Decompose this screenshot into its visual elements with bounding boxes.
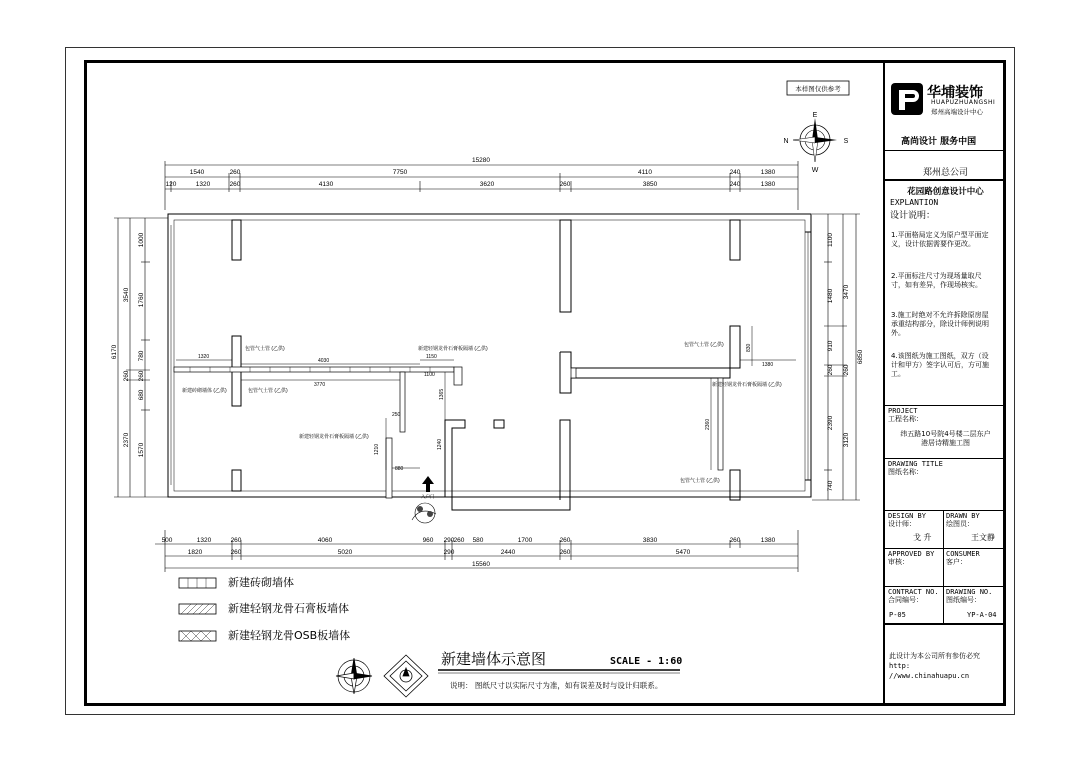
contract-row: CONTRACT NO. 合同编号： P-05 DRAWING NO. 图纸编号： YP-A-04	[885, 587, 1006, 625]
company-url: //www.chinahuapu.cn	[889, 672, 970, 680]
svg-text:1820: 1820	[187, 549, 203, 556]
reference-note: 本样图仅供参考	[795, 86, 841, 93]
scale-label: SCALE - 1:60	[610, 656, 683, 667]
svg-text:1320: 1320	[195, 181, 211, 188]
svg-text:6170: 6170	[111, 344, 118, 360]
svg-text:260: 260	[138, 370, 145, 382]
svg-text:2390: 2390	[827, 415, 834, 431]
svg-text:包管气土管 (乙供): 包管气土管 (乙供)	[680, 478, 720, 484]
explanation-section	[885, 181, 1006, 406]
svg-text:260: 260	[827, 364, 834, 376]
svg-text:260: 260	[559, 549, 571, 556]
note-3: 3.施工时绝对不允许拆除原房屋承重结构部分，除设计师例说明外。	[891, 311, 989, 337]
svg-text:1380: 1380	[762, 362, 774, 368]
company-pinyin: HUAPUZHUANGSHI	[931, 99, 996, 106]
branch-name: 郑州总公司	[922, 168, 968, 178]
svg-text:680: 680	[138, 389, 145, 401]
legend-item-brick: 新建砖砌墙体	[228, 576, 294, 589]
svg-text:6850: 6850	[857, 349, 864, 365]
svg-text:1380: 1380	[760, 181, 776, 188]
design-center: 花园路创意设计中心	[907, 187, 984, 197]
svg-text:1540: 1540	[189, 169, 205, 176]
svg-text:3470: 3470	[843, 284, 850, 300]
svg-text:3830: 3830	[642, 537, 658, 544]
project-name-2: 港居诗精施工图	[921, 439, 970, 447]
svg-text:250: 250	[392, 412, 401, 418]
explanation-en: EXPLANTION	[890, 198, 939, 207]
note-2: 2.平面标注尺寸为现场量取尺寸，如有差异，作现场核实。	[891, 272, 982, 289]
svg-text:1000: 1000	[138, 232, 145, 248]
svg-text:2440: 2440	[500, 549, 516, 556]
svg-text:910: 910	[827, 340, 834, 352]
title-block-logo	[885, 60, 1006, 151]
note-4: 4.该图纸为施工图纸，双方（设计和甲方）签字认可后，方可施工。	[891, 352, 989, 378]
svg-text:1480: 1480	[827, 288, 834, 304]
copyright-section: 此设计为本公司所有参仿必究 http: //www.chinahuapu.cn	[889, 652, 980, 680]
svg-text:1760: 1760	[138, 292, 145, 308]
svg-text:580: 580	[472, 537, 484, 544]
svg-text:3850: 3850	[642, 181, 658, 188]
svg-text:3770: 3770	[314, 382, 326, 388]
svg-text:260: 260	[230, 537, 242, 544]
svg-text:1380: 1380	[760, 537, 776, 544]
project-section: PROJECT 工程名称： 纬五路10号院4号楼二层东户 港居诗精施工图	[885, 406, 1006, 459]
svg-text:新建轻钢龙骨石膏板隔墙 (乙供): 新建轻钢龙骨石膏板隔墙 (乙供)	[712, 382, 782, 388]
svg-text:5020: 5020	[337, 549, 353, 556]
legend-swatches	[179, 578, 216, 641]
svg-text:260: 260	[229, 181, 241, 188]
designer-name: 戈 升	[913, 533, 932, 542]
explanation-cn: 设计说明：	[890, 211, 936, 221]
svg-text:1380: 1380	[760, 169, 776, 176]
svg-text:E: E	[812, 112, 818, 119]
svg-text:新建轻钢龙骨石膏板隔墙 (乙供): 新建轻钢龙骨石膏板隔墙 (乙供)	[418, 346, 488, 352]
svg-text:260: 260	[843, 364, 850, 376]
drawing-note: 说明： 图纸尺寸以实际尺寸为准，如有误差及时与设计归联系。	[450, 681, 663, 690]
svg-text:500: 500	[161, 537, 173, 544]
svg-text:1320: 1320	[198, 354, 210, 360]
svg-text:4130: 4130	[318, 181, 334, 188]
svg-text:260: 260	[559, 537, 571, 544]
company-name: 华埔装饰	[927, 85, 983, 101]
svg-text:260: 260	[559, 181, 571, 188]
svg-text:290: 290	[443, 537, 455, 544]
note-1: 1.平面格局定义为原户型平面定义，设计依据需要作更改。	[891, 231, 989, 248]
svg-text:3540: 3540	[123, 287, 130, 303]
legend-item-osb: 新建轻钢龙骨OSB板墙体	[228, 629, 351, 642]
plan-walls	[168, 214, 811, 510]
approved-row: APPROVED BY 审核： CONSUMER 客户：	[885, 549, 1006, 587]
svg-text:260: 260	[229, 169, 241, 176]
svg-text:960: 960	[422, 537, 434, 544]
svg-text:入户门: 入户门	[421, 494, 435, 499]
entry-arrow-icon	[412, 476, 436, 523]
copyright-text: 此设计为本公司所有参仿必究	[889, 652, 980, 660]
project-name: 纬五路10号院4号楼二层东户	[900, 430, 991, 438]
svg-text:15280: 15280	[471, 157, 491, 164]
svg-text:3120: 3120	[843, 432, 850, 448]
svg-text:2360: 2360	[705, 418, 711, 430]
right-dimensions	[812, 214, 860, 500]
svg-text:1320: 1320	[196, 537, 212, 544]
svg-text:830: 830	[746, 343, 752, 352]
drawing-title: 新建墙体示意图	[441, 650, 547, 668]
svg-text:4030: 4030	[318, 358, 330, 364]
svg-text:120: 120	[165, 181, 177, 188]
svg-text:N: N	[783, 138, 789, 145]
svg-text:7750: 7750	[392, 169, 408, 176]
svg-text:包管气土管 (乙供): 包管气土管 (乙供)	[248, 388, 288, 394]
svg-text:240: 240	[729, 169, 741, 176]
svg-text:包管气土管 (乙供): 包管气土管 (乙供)	[245, 346, 285, 352]
title-block	[883, 60, 1006, 706]
svg-text:260: 260	[230, 549, 242, 556]
drawing-number: YP-A-04	[967, 611, 997, 619]
company-logo-icon	[890, 82, 924, 116]
svg-text:260: 260	[123, 370, 130, 382]
svg-text:240: 240	[729, 181, 741, 188]
drafter-name: 王文静	[971, 533, 995, 542]
slogan: 高尚设计 服务中国	[901, 137, 977, 147]
bottom-compass-icon	[336, 658, 372, 694]
svg-text:290: 290	[443, 549, 455, 556]
svg-text:5470: 5470	[675, 549, 691, 556]
drawing-title-section: DRAWING TITLE 图纸名称：	[885, 459, 1006, 511]
svg-text:W: W	[811, 167, 819, 174]
svg-text:780: 780	[138, 350, 145, 362]
design-by-row: DESIGN BY 设计师： 戈 升 DRAWN BY 绘图员： 王文静	[885, 511, 1006, 549]
svg-text:1240: 1240	[437, 438, 443, 450]
plan-annotations	[182, 341, 782, 484]
svg-text:260: 260	[453, 537, 465, 544]
legend-item-gypsum: 新建轻钢龙骨石膏板墙体	[228, 602, 349, 615]
svg-text:新建轻钢龙骨石膏板隔墙 (乙供): 新建轻钢龙骨石膏板隔墙 (乙供)	[299, 434, 369, 440]
svg-text:15560: 15560	[471, 561, 491, 568]
svg-text:包管气土管 (乙供): 包管气土管 (乙供)	[684, 342, 724, 348]
svg-text:740: 740	[827, 480, 834, 492]
svg-text:4060: 4060	[317, 537, 333, 544]
svg-text:1150: 1150	[426, 354, 437, 360]
svg-text:1100: 1100	[424, 372, 435, 378]
svg-text:880: 880	[395, 466, 404, 472]
company-center: 郑州高端设计中心	[931, 108, 983, 116]
svg-text:260: 260	[729, 537, 741, 544]
svg-text:4110: 4110	[638, 169, 652, 176]
bottom-emblem-icon	[384, 655, 428, 697]
svg-text:3620: 3620	[479, 181, 495, 188]
svg-text:1100: 1100	[827, 233, 834, 247]
svg-text:1700: 1700	[517, 537, 533, 544]
svg-text:2370: 2370	[123, 432, 130, 448]
new-walls	[174, 367, 723, 498]
svg-text:1210: 1210	[374, 443, 380, 455]
svg-text:1365: 1365	[439, 388, 445, 400]
contract-number: P-05	[889, 611, 906, 619]
svg-text:新建砖砌墙体 (乙供): 新建砖砌墙体 (乙供)	[182, 388, 227, 394]
svg-text:1570: 1570	[138, 442, 145, 458]
svg-text:S: S	[843, 138, 849, 145]
